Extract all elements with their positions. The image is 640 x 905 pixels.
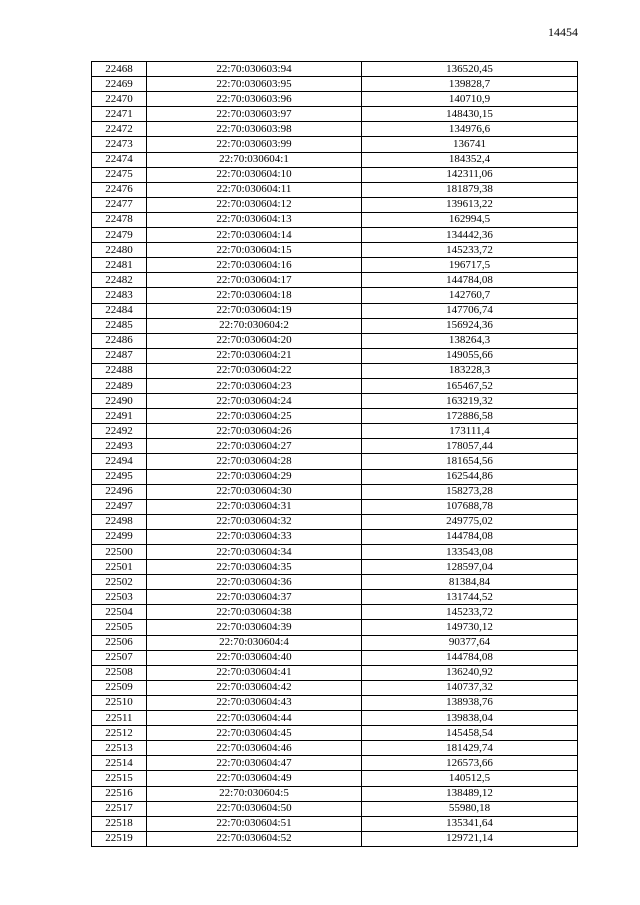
row-number-cell: 22471 — [92, 107, 147, 122]
row-number-cell: 22509 — [92, 680, 147, 695]
cadastral-number-cell: 22:70:030604:46 — [147, 741, 362, 756]
table-row — [92, 560, 578, 575]
cadastral-number-cell: 22:70:030604:20 — [147, 333, 362, 348]
value-cell: 107688,78 — [362, 499, 578, 514]
table-row — [92, 711, 578, 726]
value-cell: 138264,3 — [362, 333, 578, 348]
cadastral-number-cell: 22:70:030604:30 — [147, 484, 362, 499]
records-table-body — [92, 62, 578, 847]
table-row — [92, 288, 578, 303]
table-row — [92, 545, 578, 560]
cadastral-number-cell: 22:70:030604:19 — [147, 303, 362, 318]
row-number-cell: 22513 — [92, 741, 147, 756]
value-cell: 145233,72 — [362, 605, 578, 620]
cadastral-number-cell: 22:70:030604:5 — [147, 786, 362, 801]
cadastral-number-cell: 22:70:030604:4 — [147, 635, 362, 650]
row-number-cell: 22519 — [92, 831, 147, 846]
table-row — [92, 303, 578, 318]
value-cell: 249775,02 — [362, 514, 578, 529]
cadastral-number-cell: 22:70:030604:14 — [147, 228, 362, 243]
table-row — [92, 575, 578, 590]
table-row — [92, 167, 578, 182]
row-number-cell: 22486 — [92, 333, 147, 348]
cadastral-number-cell: 22:70:030604:35 — [147, 560, 362, 575]
value-cell: 149055,66 — [362, 348, 578, 363]
row-number-cell: 22498 — [92, 514, 147, 529]
table-row — [92, 665, 578, 680]
row-number-cell: 22476 — [92, 182, 147, 197]
cadastral-number-cell: 22:70:030603:94 — [147, 62, 362, 77]
value-cell: 134442,36 — [362, 228, 578, 243]
value-cell: 181879,38 — [362, 182, 578, 197]
value-cell: 183228,3 — [362, 363, 578, 378]
cadastral-number-cell: 22:70:030604:31 — [147, 499, 362, 514]
table-row — [92, 786, 578, 801]
table-row — [92, 107, 578, 122]
table-row — [92, 514, 578, 529]
table-row — [92, 363, 578, 378]
row-number-cell: 22491 — [92, 409, 147, 424]
table-row — [92, 756, 578, 771]
row-number-cell: 22469 — [92, 77, 147, 92]
value-cell: 163219,32 — [362, 394, 578, 409]
value-cell: 131744,52 — [362, 590, 578, 605]
value-cell: 172886,58 — [362, 409, 578, 424]
cadastral-number-cell: 22:70:030604:13 — [147, 212, 362, 227]
value-cell: 81384,84 — [362, 575, 578, 590]
cadastral-number-cell: 22:70:030604:21 — [147, 348, 362, 363]
cadastral-number-cell: 22:70:030604:37 — [147, 590, 362, 605]
table-row — [92, 182, 578, 197]
value-cell: 149730,12 — [362, 620, 578, 635]
cadastral-number-cell: 22:70:030604:26 — [147, 424, 362, 439]
table-row — [92, 394, 578, 409]
row-number-cell: 22505 — [92, 620, 147, 635]
row-number-cell: 22472 — [92, 122, 147, 137]
value-cell: 136520,45 — [362, 62, 578, 77]
table-row — [92, 152, 578, 167]
row-number-cell: 22478 — [92, 212, 147, 227]
value-cell: 144784,08 — [362, 273, 578, 288]
cadastral-number-cell: 22:70:030604:44 — [147, 711, 362, 726]
cadastral-number-cell: 22:70:030603:99 — [147, 137, 362, 152]
value-cell: 140710,9 — [362, 92, 578, 107]
table-row — [92, 137, 578, 152]
table-row — [92, 484, 578, 499]
row-number-cell: 22507 — [92, 650, 147, 665]
row-number-cell: 22473 — [92, 137, 147, 152]
row-number-cell: 22480 — [92, 243, 147, 258]
table-row — [92, 258, 578, 273]
table-row — [92, 424, 578, 439]
value-cell: 134976,6 — [362, 122, 578, 137]
cadastral-number-cell: 22:70:030603:97 — [147, 107, 362, 122]
row-number-cell: 22508 — [92, 665, 147, 680]
table-row — [92, 439, 578, 454]
cadastral-number-cell: 22:70:030604:1 — [147, 152, 362, 167]
cadastral-number-cell: 22:70:030604:10 — [147, 167, 362, 182]
row-number-cell: 22485 — [92, 318, 147, 333]
cadastral-number-cell: 22:70:030604:22 — [147, 363, 362, 378]
value-cell: 158273,28 — [362, 484, 578, 499]
row-number-cell: 22497 — [92, 499, 147, 514]
value-cell: 55980,18 — [362, 801, 578, 816]
value-cell: 184352,4 — [362, 152, 578, 167]
table-row — [92, 333, 578, 348]
table-row — [92, 590, 578, 605]
table-row — [92, 695, 578, 710]
row-number-cell: 22518 — [92, 816, 147, 831]
cadastral-number-cell: 22:70:030604:28 — [147, 454, 362, 469]
cadastral-number-cell: 22:70:030604:40 — [147, 650, 362, 665]
row-number-cell: 22514 — [92, 756, 147, 771]
cadastral-number-cell: 22:70:030604:25 — [147, 409, 362, 424]
table-row — [92, 801, 578, 816]
row-number-cell: 22510 — [92, 695, 147, 710]
row-number-cell: 22495 — [92, 469, 147, 484]
value-cell: 129721,14 — [362, 831, 578, 846]
table-row — [92, 816, 578, 831]
cadastral-number-cell: 22:70:030603:95 — [147, 77, 362, 92]
cadastral-number-cell: 22:70:030604:43 — [147, 695, 362, 710]
table-row — [92, 680, 578, 695]
value-cell: 140512,5 — [362, 771, 578, 786]
value-cell: 136240,92 — [362, 665, 578, 680]
cadastral-number-cell: 22:70:030604:29 — [147, 469, 362, 484]
row-number-cell: 22500 — [92, 545, 147, 560]
row-number-cell: 22511 — [92, 711, 147, 726]
value-cell: 181654,56 — [362, 454, 578, 469]
cadastral-number-cell: 22:70:030604:23 — [147, 378, 362, 393]
value-cell: 196717,5 — [362, 258, 578, 273]
value-cell: 165467,52 — [362, 378, 578, 393]
cadastral-number-cell: 22:70:030604:38 — [147, 605, 362, 620]
cadastral-number-cell: 22:70:030604:17 — [147, 273, 362, 288]
table-row — [92, 620, 578, 635]
cadastral-number-cell: 22:70:030604:51 — [147, 816, 362, 831]
table-row — [92, 409, 578, 424]
value-cell: 138938,76 — [362, 695, 578, 710]
cadastral-number-cell: 22:70:030604:41 — [147, 665, 362, 680]
cadastral-number-cell: 22:70:030604:50 — [147, 801, 362, 816]
value-cell: 135341,64 — [362, 816, 578, 831]
table-row — [92, 469, 578, 484]
row-number-cell: 22483 — [92, 288, 147, 303]
cadastral-number-cell: 22:70:030604:49 — [147, 771, 362, 786]
table-row — [92, 650, 578, 665]
row-number-cell: 22492 — [92, 424, 147, 439]
cadastral-number-cell: 22:70:030604:34 — [147, 545, 362, 560]
table-row — [92, 228, 578, 243]
page-number: 14454 — [548, 25, 578, 39]
row-number-cell: 22470 — [92, 92, 147, 107]
row-number-cell: 22501 — [92, 560, 147, 575]
cadastral-number-cell: 22:70:030604:45 — [147, 726, 362, 741]
value-cell: 133543,08 — [362, 545, 578, 560]
row-number-cell: 22477 — [92, 197, 147, 212]
table-row — [92, 243, 578, 258]
table-row — [92, 741, 578, 756]
value-cell: 144784,08 — [362, 650, 578, 665]
row-number-cell: 22479 — [92, 228, 147, 243]
cadastral-number-cell: 22:70:030603:98 — [147, 122, 362, 137]
value-cell: 139613,22 — [362, 197, 578, 212]
row-number-cell: 22502 — [92, 575, 147, 590]
row-number-cell: 22490 — [92, 394, 147, 409]
table-row — [92, 635, 578, 650]
table-row — [92, 831, 578, 846]
table-row — [92, 318, 578, 333]
value-cell: 139838,04 — [362, 711, 578, 726]
value-cell: 145233,72 — [362, 243, 578, 258]
cadastral-number-cell: 22:70:030604:15 — [147, 243, 362, 258]
table-row — [92, 771, 578, 786]
cadastral-number-cell: 22:70:030604:42 — [147, 680, 362, 695]
value-cell: 142760,7 — [362, 288, 578, 303]
table-row — [92, 454, 578, 469]
value-cell: 178057,44 — [362, 439, 578, 454]
row-number-cell: 22517 — [92, 801, 147, 816]
cadastral-number-cell: 22:70:030604:27 — [147, 439, 362, 454]
table-row — [92, 122, 578, 137]
cadastral-number-cell: 22:70:030604:2 — [147, 318, 362, 333]
table-row — [92, 348, 578, 363]
row-number-cell: 22489 — [92, 378, 147, 393]
table-row — [92, 62, 578, 77]
cadastral-number-cell: 22:70:030604:52 — [147, 831, 362, 846]
value-cell: 162994,5 — [362, 212, 578, 227]
value-cell: 90377,64 — [362, 635, 578, 650]
table-row — [92, 378, 578, 393]
value-cell: 144784,08 — [362, 529, 578, 544]
row-number-cell: 22506 — [92, 635, 147, 650]
cadastral-number-cell: 22:70:030604:11 — [147, 182, 362, 197]
value-cell: 126573,66 — [362, 756, 578, 771]
value-cell: 139828,7 — [362, 77, 578, 92]
value-cell: 138489,12 — [362, 786, 578, 801]
row-number-cell: 22503 — [92, 590, 147, 605]
value-cell: 148430,15 — [362, 107, 578, 122]
cadastral-number-cell: 22:70:030604:36 — [147, 575, 362, 590]
cadastral-number-cell: 22:70:030604:32 — [147, 514, 362, 529]
table-row — [92, 77, 578, 92]
cadastral-number-cell: 22:70:030604:33 — [147, 529, 362, 544]
row-number-cell: 22494 — [92, 454, 147, 469]
cadastral-number-cell: 22:70:030604:18 — [147, 288, 362, 303]
records-table — [91, 61, 578, 847]
value-cell: 145458,54 — [362, 726, 578, 741]
row-number-cell: 22488 — [92, 363, 147, 378]
table-row — [92, 273, 578, 288]
row-number-cell: 22484 — [92, 303, 147, 318]
value-cell: 136741 — [362, 137, 578, 152]
value-cell: 162544,86 — [362, 469, 578, 484]
cadastral-number-cell: 22:70:030604:47 — [147, 756, 362, 771]
row-number-cell: 22475 — [92, 167, 147, 182]
row-number-cell: 22493 — [92, 439, 147, 454]
row-number-cell: 22516 — [92, 786, 147, 801]
cadastral-number-cell: 22:70:030604:39 — [147, 620, 362, 635]
table-row — [92, 197, 578, 212]
cadastral-number-cell: 22:70:030603:96 — [147, 92, 362, 107]
value-cell: 156924,36 — [362, 318, 578, 333]
cadastral-number-cell: 22:70:030604:16 — [147, 258, 362, 273]
table-row — [92, 499, 578, 514]
row-number-cell: 22487 — [92, 348, 147, 363]
value-cell: 147706,74 — [362, 303, 578, 318]
row-number-cell: 22499 — [92, 529, 147, 544]
value-cell: 173111,4 — [362, 424, 578, 439]
row-number-cell: 22512 — [92, 726, 147, 741]
table-row — [92, 605, 578, 620]
table-row — [92, 212, 578, 227]
row-number-cell: 22474 — [92, 152, 147, 167]
cadastral-number-cell: 22:70:030604:24 — [147, 394, 362, 409]
table-row — [92, 529, 578, 544]
row-number-cell: 22468 — [92, 62, 147, 77]
row-number-cell: 22515 — [92, 771, 147, 786]
value-cell: 142311,06 — [362, 167, 578, 182]
cadastral-number-cell: 22:70:030604:12 — [147, 197, 362, 212]
row-number-cell: 22481 — [92, 258, 147, 273]
row-number-cell: 22504 — [92, 605, 147, 620]
row-number-cell: 22482 — [92, 273, 147, 288]
value-cell: 181429,74 — [362, 741, 578, 756]
value-cell: 128597,04 — [362, 560, 578, 575]
table-row — [92, 726, 578, 741]
value-cell: 140737,32 — [362, 680, 578, 695]
row-number-cell: 22496 — [92, 484, 147, 499]
table-row — [92, 92, 578, 107]
